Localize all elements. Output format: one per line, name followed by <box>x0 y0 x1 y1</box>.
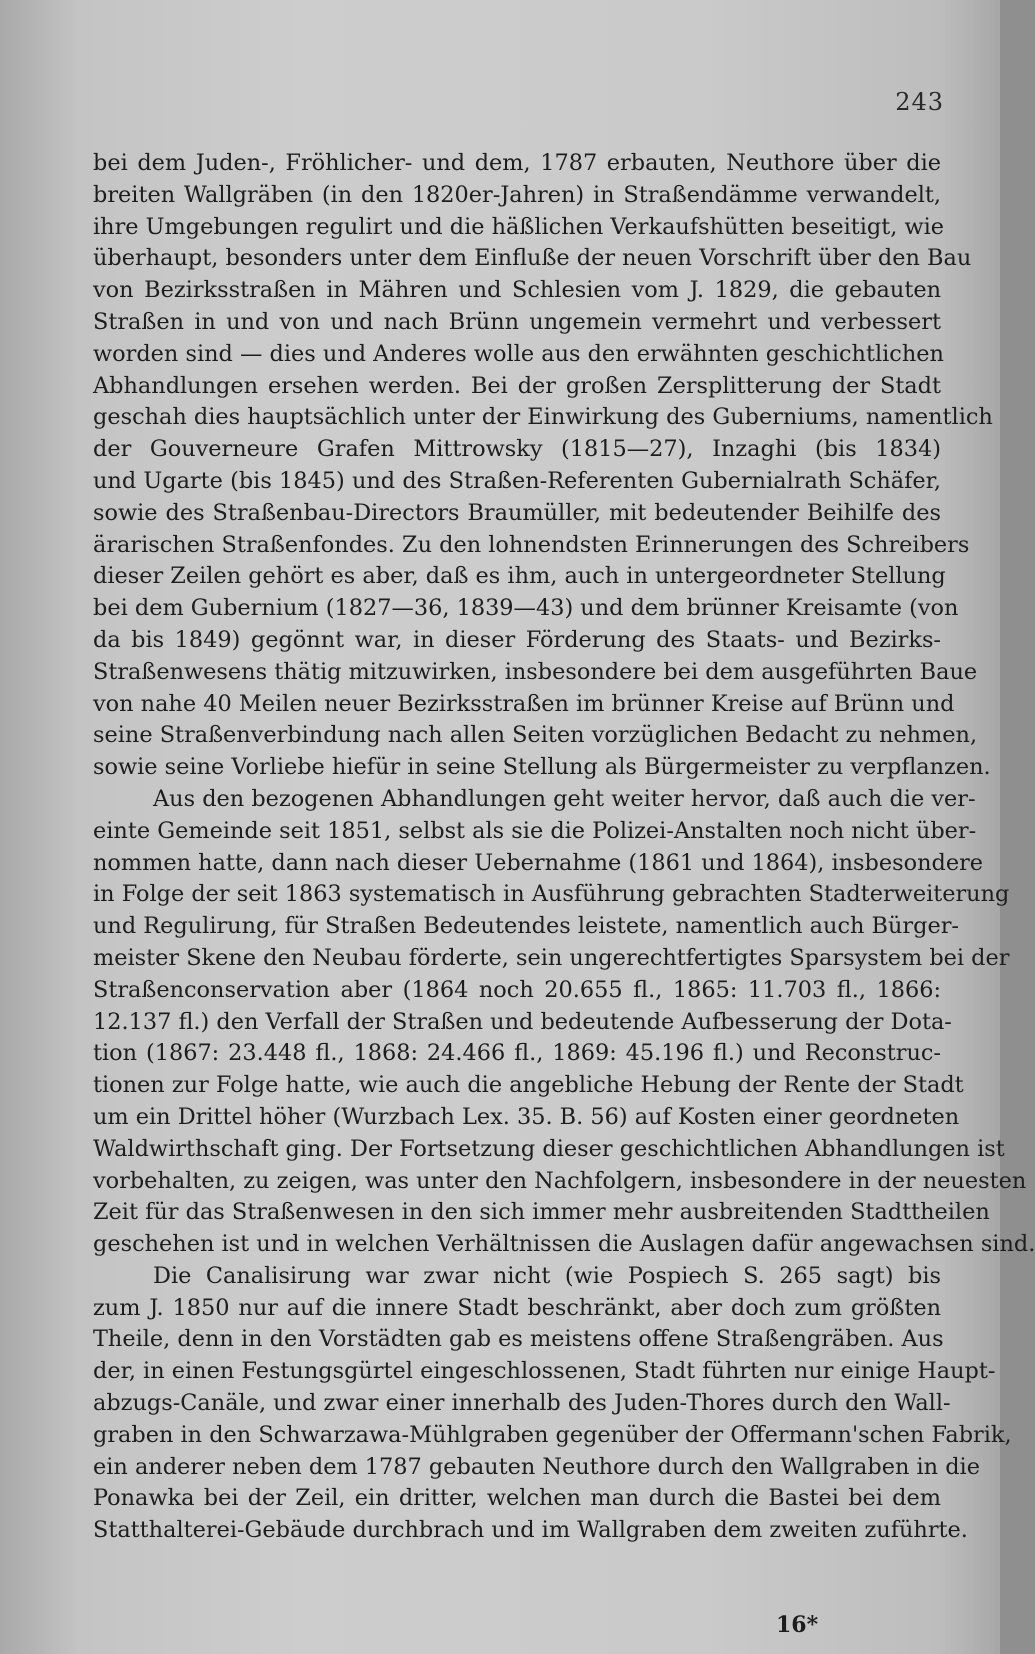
text-line: bei dem Gubernium (1827—36, 1839—43) und dem brünner Kreisamte (von <box>93 595 959 622</box>
text-line: vorbehalten, zu zeigen, was unter den Nachfolgern, insbesondere in der neuesten <box>93 1167 1027 1194</box>
text-line: worden sind — dies und Anderes wolle aus den erwähnten geschichtlichen <box>93 340 944 367</box>
text-line: Waldwirthschaft ging. Der Fortsetzung dieser geschichtlichen Abhandlungen ist <box>93 1135 1005 1162</box>
text-line: seine Straßenverbindung nach allen Seiten vorzüglichen Bedacht zu nehmen, <box>93 722 978 749</box>
text-line: Abhandlungen ersehen werden. Bei der großen Zersplitterung der Stadt <box>93 372 941 399</box>
text-line: Straßen in und von und nach Brünn ungemein vermehrt und verbessert <box>93 308 941 335</box>
text-line: Zeit für das Straßenwesen in den sich immer mehr ausbreitenden Stadttheilen <box>93 1199 990 1226</box>
text-line: von Bezirksstraßen in Mähren und Schlesien vom J. 1829, die gebauten <box>93 277 941 304</box>
text-line: einte Gemeinde seit 1851, selbst als sie die Polizei-Anstalten noch nicht über- <box>93 817 977 844</box>
text-line: Straßenconservation aber (1864 noch 20.655 fl., 1865: 11.703 fl., 1866: <box>93 976 941 1003</box>
text-line: da bis 1849) gegönnt war, in dieser Förderung des Staats- und Bezirks- <box>93 626 941 653</box>
body-text <box>93 148 1035 1547</box>
text-line: geschah dies hauptsächlich unter der Einwirkung des Guberniums, namentlich <box>93 404 993 431</box>
text-line: der Gouverneure Grafen Mittrowsky (1815—27), Inzaghi (bis 1834) <box>93 436 941 463</box>
page-number: 243 <box>895 88 944 116</box>
text-line: meister Skene den Neubau förderte, sein ungerechtfertigtes Sparsystem bei der <box>93 944 1010 971</box>
text-line: tion (1867: 23.448 fl., 1868: 24.466 fl., 1869: 45.196 fl.) und Reconstruc- <box>93 1040 941 1067</box>
text-line: 12.137 fl.) den Verfall der Straßen und bedeutende Aufbesserung der Dota- <box>93 1008 952 1035</box>
text-line: abzugs-Canäle, und zwar einer innerhalb des Juden-Thores durch den Wall- <box>93 1390 951 1417</box>
text-line: und Ugarte (bis 1845) und des Straßen-Referenten Gubernialrath Schäfer, <box>93 467 941 494</box>
text-line: Straßenwesens thätig mitzuwirken, insbesondere bei dem ausgeführten Baue <box>93 658 978 685</box>
text-line: breiten Wallgräben (in den 1820er-Jahren) in Straßendämme verwandelt, <box>93 181 941 208</box>
text-line: Aus den bezogenen Abhandlungen geht weiter hervor, daß auch die ver- <box>153 785 976 812</box>
text-line: graben in den Schwarzawa-Mühlgraben gegenüber der Offermann'schen Fabrik, <box>93 1421 1012 1448</box>
text-line: sowie seine Vorliebe hiefür in seine Stellung als Bürgermeister zu verpflanzen. <box>93 754 991 781</box>
text-line: Theile, denn in den Vorstädten gab es meistens offene Straßengräben. Aus <box>93 1326 944 1353</box>
text-line: nommen hatte, dann nach dieser Uebernahme (1861 und 1864), insbesondere <box>93 849 984 876</box>
text-line: Ponawka bei der Zeil, ein dritter, welchen man durch die Bastei bei dem <box>93 1485 941 1512</box>
text-line: geschehen ist und in welchen Verhältnissen die Auslagen dafür angewachsen sind. <box>93 1231 1035 1258</box>
text-line: und Regulirung, für Straßen Bedeutendes leistete, namentlich auch Bürger- <box>93 913 959 940</box>
text-line: ärarischen Straßenfondes. Zu den lohnendsten Erinnerungen des Schreibers <box>93 531 970 558</box>
text-line: bei dem Juden-, Fröhlicher- und dem, 1787 erbauten, Neuthore über die <box>93 150 941 176</box>
text-line: der, in einen Festungsgürtel eingeschlossenen, Stadt führten nur einige Haupt- <box>93 1358 996 1385</box>
text-line: in Folge der seit 1863 systematisch in Ausführung gebrachten Stadterweiterung <box>93 881 1010 908</box>
text-line: Die Canalisirung war zwar nicht (wie Pospiech S. 265 sagt) bis <box>153 1262 941 1289</box>
text-line: überhaupt, besonders unter dem Einfluße der neuen Vorschrift über den Bau <box>93 245 972 272</box>
signature-mark: 16* <box>776 1612 819 1638</box>
text-line: um ein Drittel höher (Wurzbach Lex. 35. B. 56) auf Kosten einer geordneten <box>93 1103 960 1130</box>
text-line: zum J. 1850 nur auf die innere Stadt beschränkt, aber doch zum größten <box>93 1294 941 1321</box>
text-line: tionen zur Folge hatte, wie auch die angebliche Hebung der Rente der Stadt <box>93 1072 964 1099</box>
text-line: ein anderer neben dem 1787 gebauten Neuthore durch den Wallgraben in die <box>93 1453 980 1480</box>
text-line: ihre Umgebungen regulirt und die häßlichen Verkaufshütten beseitigt, wie <box>93 213 945 240</box>
text-line: dieser Zeilen gehört es aber, daß es ihm, auch in untergeordneter Stellung <box>93 563 946 590</box>
text-line: von nahe 40 Meilen neuer Bezirksstraßen im brünner Kreise auf Brünn und <box>93 690 955 717</box>
text-line: Statthalterei-Gebäude durchbrach und im Wallgraben dem zweiten zuführte. <box>93 1517 968 1544</box>
text-line: sowie des Straßenbau-Directors Braumüller, mit bedeutender Beihilfe des <box>93 499 941 526</box>
